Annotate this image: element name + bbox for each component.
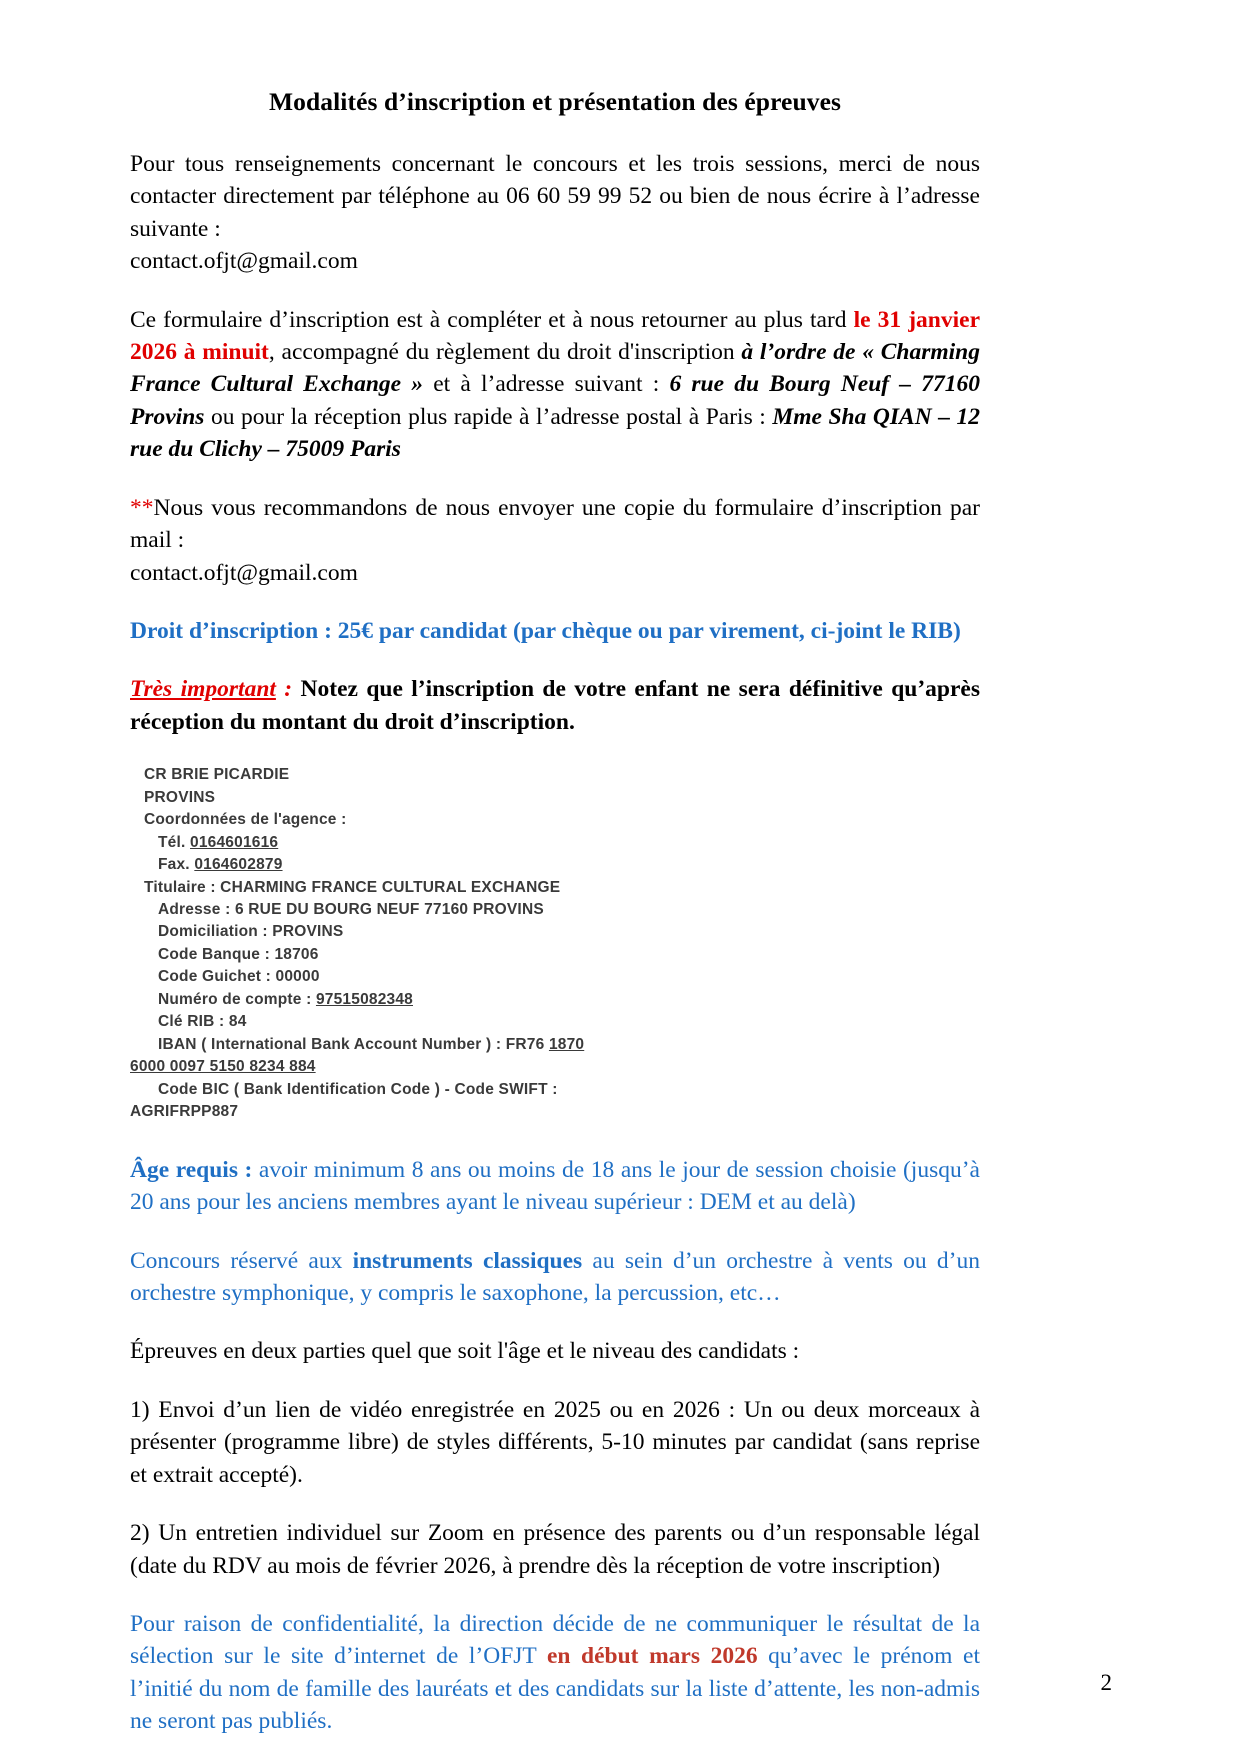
age-label: Âge requis : (130, 1156, 253, 1183)
paragraph-recommendation (130, 492, 980, 589)
code-guichet: Code Guichet : 00000 (158, 968, 320, 986)
recommendation-email: contact.ofjt@gmail.com (130, 559, 358, 586)
paragraph-fee: Droit d’inscription : 25€ par candidat (par chèque ou par virement, ci-joint le RIB) (130, 617, 961, 644)
mailing-address: 6 rue du Bourg Neuf – 77160 Provins (130, 371, 980, 430)
paragraph-epreuves-intro: Épreuves en deux parties quel que soit l'âge et le niveau des candidats : (130, 1338, 800, 1365)
domiciliation: Domiciliation : PROVINS (158, 923, 344, 941)
account-number-label: Numéro de compte : (158, 990, 316, 1008)
instruments-highlight: instruments classiques (352, 1247, 583, 1274)
bank-tel-value: 0164601616 (190, 833, 279, 851)
confidentiality-date: en début mars 2026 (546, 1643, 758, 1670)
paris-address: Mme Sha QIAN – 12 rue du Clichy – 75009 Paris (130, 403, 980, 463)
paragraph-deadline (130, 304, 980, 466)
iban-value-part2: 6000 0097 5150 8234 884 (130, 1058, 316, 1076)
instruments-tail: au sein d’un orchestre à vents ou d’un orchestre symphonique, y compris le saxophone, la percussion, etc… (130, 1247, 980, 1306)
bank-fax (130, 854, 980, 876)
payment-order-name: à l’ordre de « Charming France Cultural Exchange » (130, 338, 980, 398)
deadline-date: le 31 janvier 2026 à minuit (130, 306, 980, 365)
account-address: Adresse : 6 RUE DU BOURG NEUF 77160 PROVINS (158, 901, 544, 919)
confidentiality-lead: Pour raison de confidentialité, la direction décide de ne communiquer le résultat de la sélection sur le site d’internet de l’OFJT (130, 1610, 980, 1670)
iban-line-1 (130, 1034, 980, 1056)
paragraph-epreuve-2: 2) Un entretien individuel sur Zoom en présence des parents ou d’un responsable légal (date du RDV au mois de février 2026, à prendre dès la réception de votre inscription) (130, 1520, 980, 1579)
bank-city: PROVINS (144, 788, 216, 806)
paragraph-age (130, 1154, 980, 1219)
paragraph-epreuve-1: 1) Envoi d’un lien de vidéo enregistrée en 2025 ou en 2026 : Un ou deux morceaux à présenter (programme libre) de styles différents, 5-10 minutes par candidat (sans reprise et extrait accepté). (130, 1396, 980, 1488)
iban-value-part1: 1870 (548, 1035, 585, 1053)
cle-rib: Clé RIB : 84 (158, 1013, 247, 1031)
bank-fax-value: 0164602879 (194, 856, 283, 874)
paragraph-contact (130, 148, 980, 278)
important-body: Notez que l’inscription de votre enfant ne sera définitive qu’après réception du montant du droit d’inscription. (130, 676, 980, 735)
agency-label: Coordonnées de l'agence : (144, 811, 347, 829)
bank-details-block (130, 764, 980, 1124)
iban-line-2 (130, 1056, 980, 1078)
deadline-mid2: ou pour la réception plus rapide à l’adresse postal à Paris : (204, 403, 773, 430)
instruments-lead: Concours réservé aux (130, 1247, 353, 1274)
account-number (130, 989, 980, 1011)
recommendation-text: Nous vous recommandons de nous envoyer une copie du formulaire d’inscription par mail : (130, 494, 980, 554)
contact-text: Pour tous renseignements concernant le concours et les trois sessions, merci de nous contacter directement par téléphone au 06 60 59 99 52 ou bien de nous écrire à l’adresse suivante : (130, 150, 980, 242)
confidentiality-tail: qu’avec le prénom et l’initié du nom de famille des lauréats et des candidats sur la liste d’attente, les non-admis ne seront pas publiés. (130, 1643, 980, 1735)
bic-value: AGRIFRPP887 (130, 1103, 239, 1121)
deadline-after: , accompagné du règlement du droit d'inscription (268, 338, 742, 365)
bic-label: Code BIC ( Bank Identification Code ) - Code SWIFT : (158, 1080, 558, 1098)
age-text: avoir minimum 8 ans ou moins de 18 ans le jour de session choisie (jusqu’à 20 ans pour les anciens membres ayant le niveau supérieur : DEM et au delà) (130, 1156, 980, 1216)
bank-name: CR BRIE PICARDIE (144, 766, 290, 784)
deadline-lead: Ce formulaire d’inscription est à compléter et à nous retourner au plus tard (130, 306, 854, 333)
document-body (130, 86, 980, 1754)
bank-fax-label: Fax. (158, 856, 195, 874)
recommendation-stars: ** (130, 494, 154, 521)
page-title: Modalités d’inscription et présentation des épreuves (268, 87, 842, 116)
account-holder: Titulaire : CHARMING FRANCE CULTURAL EXCHANGE (144, 878, 561, 896)
bank-tel (130, 832, 980, 854)
code-banque: Code Banque : 18706 (158, 945, 319, 963)
contact-email: contact.ofjt@gmail.com (130, 248, 358, 275)
paragraph-important (130, 673, 980, 738)
iban-label: IBAN ( International Bank Account Number ) : FR76 (158, 1035, 549, 1053)
deadline-mid: et à l’adresse suivant : (423, 371, 670, 398)
account-number-value: 97515082348 (315, 990, 413, 1008)
paragraph-confidentiality (130, 1608, 980, 1738)
paragraph-instruments (130, 1245, 980, 1310)
bank-tel-label: Tél. (158, 833, 191, 851)
page-number: 2 (1100, 1670, 1112, 1695)
important-label: Très important (130, 676, 276, 703)
important-colon: : (275, 676, 293, 703)
